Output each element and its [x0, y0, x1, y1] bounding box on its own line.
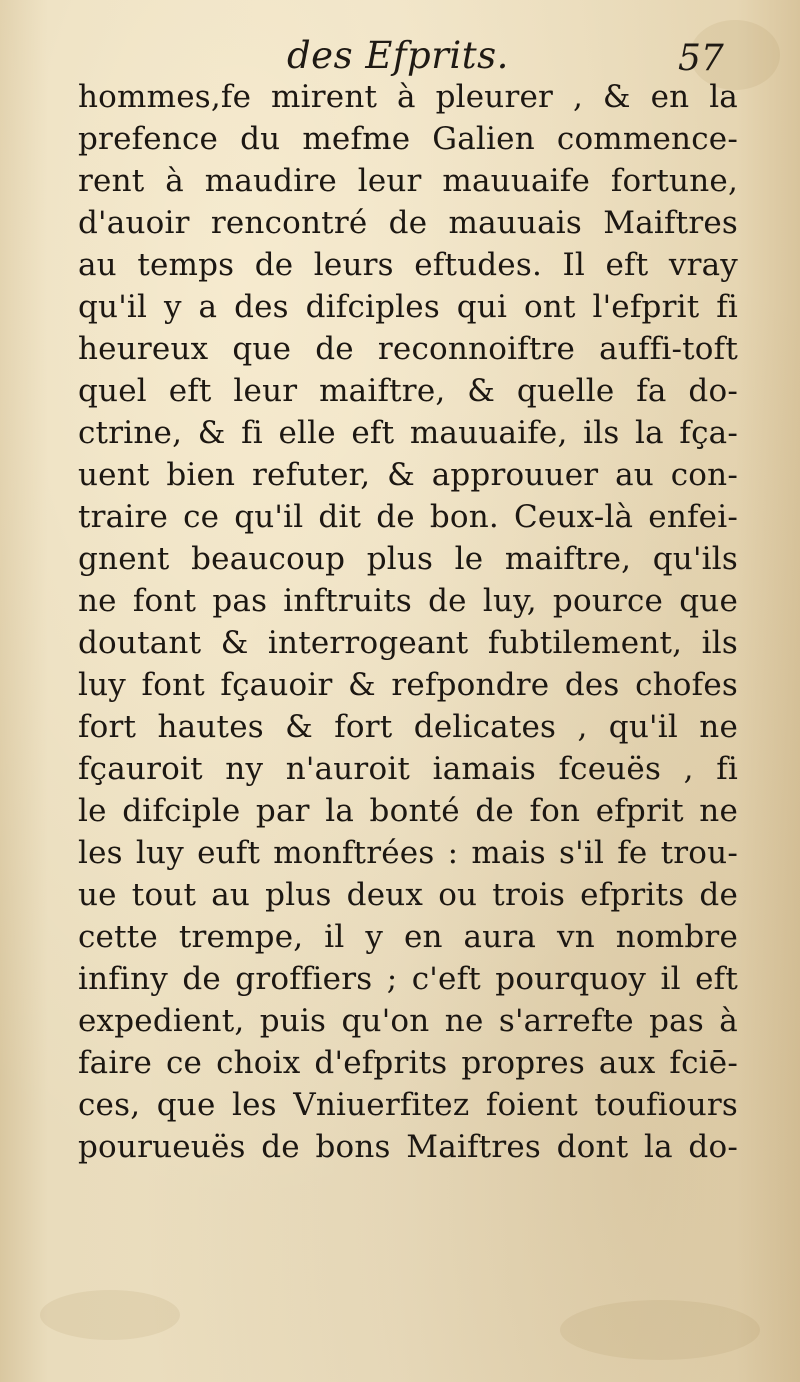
text-line: fçauroit ny n'auroit iamais fceuës , fi [78, 751, 738, 787]
running-head: des Efprits. [287, 34, 509, 77]
page-number: 57 [678, 38, 724, 79]
text-line: ces, que les Vniuerfitez foient toufiours [78, 1087, 738, 1123]
text-line: expedient, puis qu'on ne s'arrefte pas à [78, 1003, 738, 1039]
text-line: qu'il y a des difciples qui ont l'efprit fi [78, 289, 738, 325]
text-line: faire ce choix d'efprits propres aux fciē- [78, 1045, 738, 1081]
text-line: pourueuës de bons Maiftres dont la do- [78, 1129, 738, 1165]
text-line: infiny de groffiers ; c'eft pourquoy il eft [78, 961, 738, 997]
text-line: traire ce qu'il dit de bon. Ceux-là enfei- [78, 499, 738, 535]
text-line: ctrine, & fi elle eft mauuaife, ils la fça- [78, 415, 738, 451]
paper-stain [40, 1290, 180, 1340]
text-line: ue tout au plus deux ou trois efprits de [78, 877, 738, 913]
text-line: le difciple par la bonté de fon efprit ne [78, 793, 738, 829]
text-line: ne font pas inftruits de luy, pource que [78, 583, 738, 619]
paper-stain [560, 1300, 760, 1360]
text-line: fort hautes & fort delicates , qu'il ne [78, 709, 738, 745]
text-line: prefence du mefme Galien commence- [78, 121, 738, 157]
text-line: hommes,fe mirent à pleurer , & en la [78, 79, 738, 115]
text-line: gnent beaucoup plus le maiftre, qu'ils [78, 541, 738, 577]
text-line: cette trempe, il y en aura vn nombre [78, 919, 738, 955]
body-text [78, 76, 738, 1168]
text-line: luy font fçauoir & refpondre des chofes [78, 667, 738, 703]
text-line: heureux que de reconnoiftre auffi-toft [78, 331, 738, 367]
text-line: quel eft leur maiftre, & quelle fa do- [78, 373, 738, 409]
text-line: d'auoir rencontré de mauuais Maiftres [78, 205, 738, 241]
text-line: doutant & interrogeant fubtilement, ils [78, 625, 738, 661]
text-line: au temps de leurs eftudes. Il eft vray [78, 247, 738, 283]
text-line: uent bien refuter, & approuuer au con- [78, 457, 738, 493]
text-line: les luy euft monftrées : mais s'il fe trou- [78, 835, 738, 871]
text-line: rent à maudire leur mauuaife fortune, [78, 163, 738, 199]
